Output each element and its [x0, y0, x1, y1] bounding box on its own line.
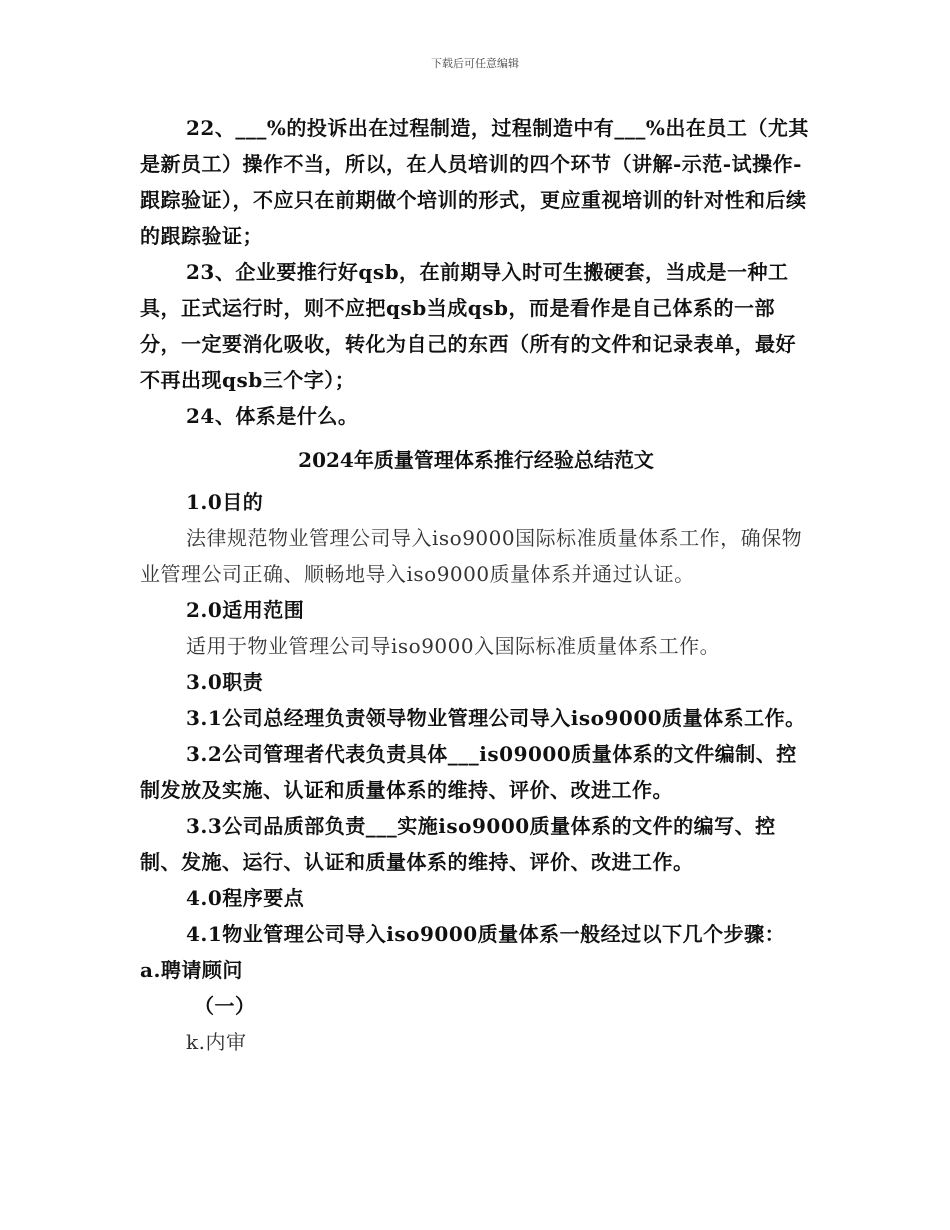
section-4-1: 4.1物业管理公司导入iso9000质量体系一般经过以下几个步骤： — [186, 922, 786, 946]
section-4-heading: 4.0程序要点 — [186, 886, 305, 910]
section-1-heading: 1.0目的 — [186, 490, 264, 514]
section-2-body: 适用于物业管理公司导iso9000入国际标准质量体系工作。 — [186, 634, 721, 658]
document-title: 2024年质量管理体系推行经验总结范文 — [298, 448, 654, 472]
document-content — [140, 110, 812, 1060]
section-3-1: 3.1公司总经理负责领导物业管理公司导入iso9000质量体系工作。 — [186, 706, 806, 730]
section-2-heading: 2.0适用范围 — [186, 598, 305, 622]
section-3-heading: 3.0职责 — [186, 670, 264, 694]
paragraph-22: 22、___%的投诉出在过程制造，过程制造中有___%出在员工（尤其是新员工）操作不当，所以，在人员培训的四个环节（讲解-示范-试操作-跟踪验证），不应只在前期做个培训的形式，更应重视培训的针对性和后续的跟踪验证； — [140, 116, 809, 248]
section-3-2: 3.2公司管理者代表负责具体___is09000质量体系的文件编制、控制发放及实施、认证和质量体系的维持、评价、改进工作。 — [140, 742, 797, 802]
list-item-k: k.内审 — [186, 1030, 247, 1054]
paragraph-24: 24、体系是什么。 — [186, 404, 359, 428]
section-3-3: 3.3公司品质部负责___实施iso9000质量体系的文件的编写、控制、发施、运行、认证和质量体系的维持、评价、改进工作。 — [140, 814, 776, 874]
header-note: 下载后可任意编辑 — [431, 57, 519, 70]
paragraph-23: 23、企业要推行好qsb，在前期导入时可生搬硬套，当成是一种工具，正式运行时，则不应把qsb当成qsb，而是看作是自己体系的一部分，一定要消化吸收，转化为自己的东西（所有的文件和记录表单，最好不再出现qsb三个字）； — [140, 260, 796, 392]
list-item-paren: （一） — [194, 994, 256, 1018]
section-1-body: 法律规范物业管理公司导入iso9000国际标准质量体系工作，确保物业管理公司正确、顺畅地导入iso9000质量体系并通过认证。 — [140, 526, 803, 586]
list-item-a: a.聘请顾问 — [140, 958, 243, 982]
